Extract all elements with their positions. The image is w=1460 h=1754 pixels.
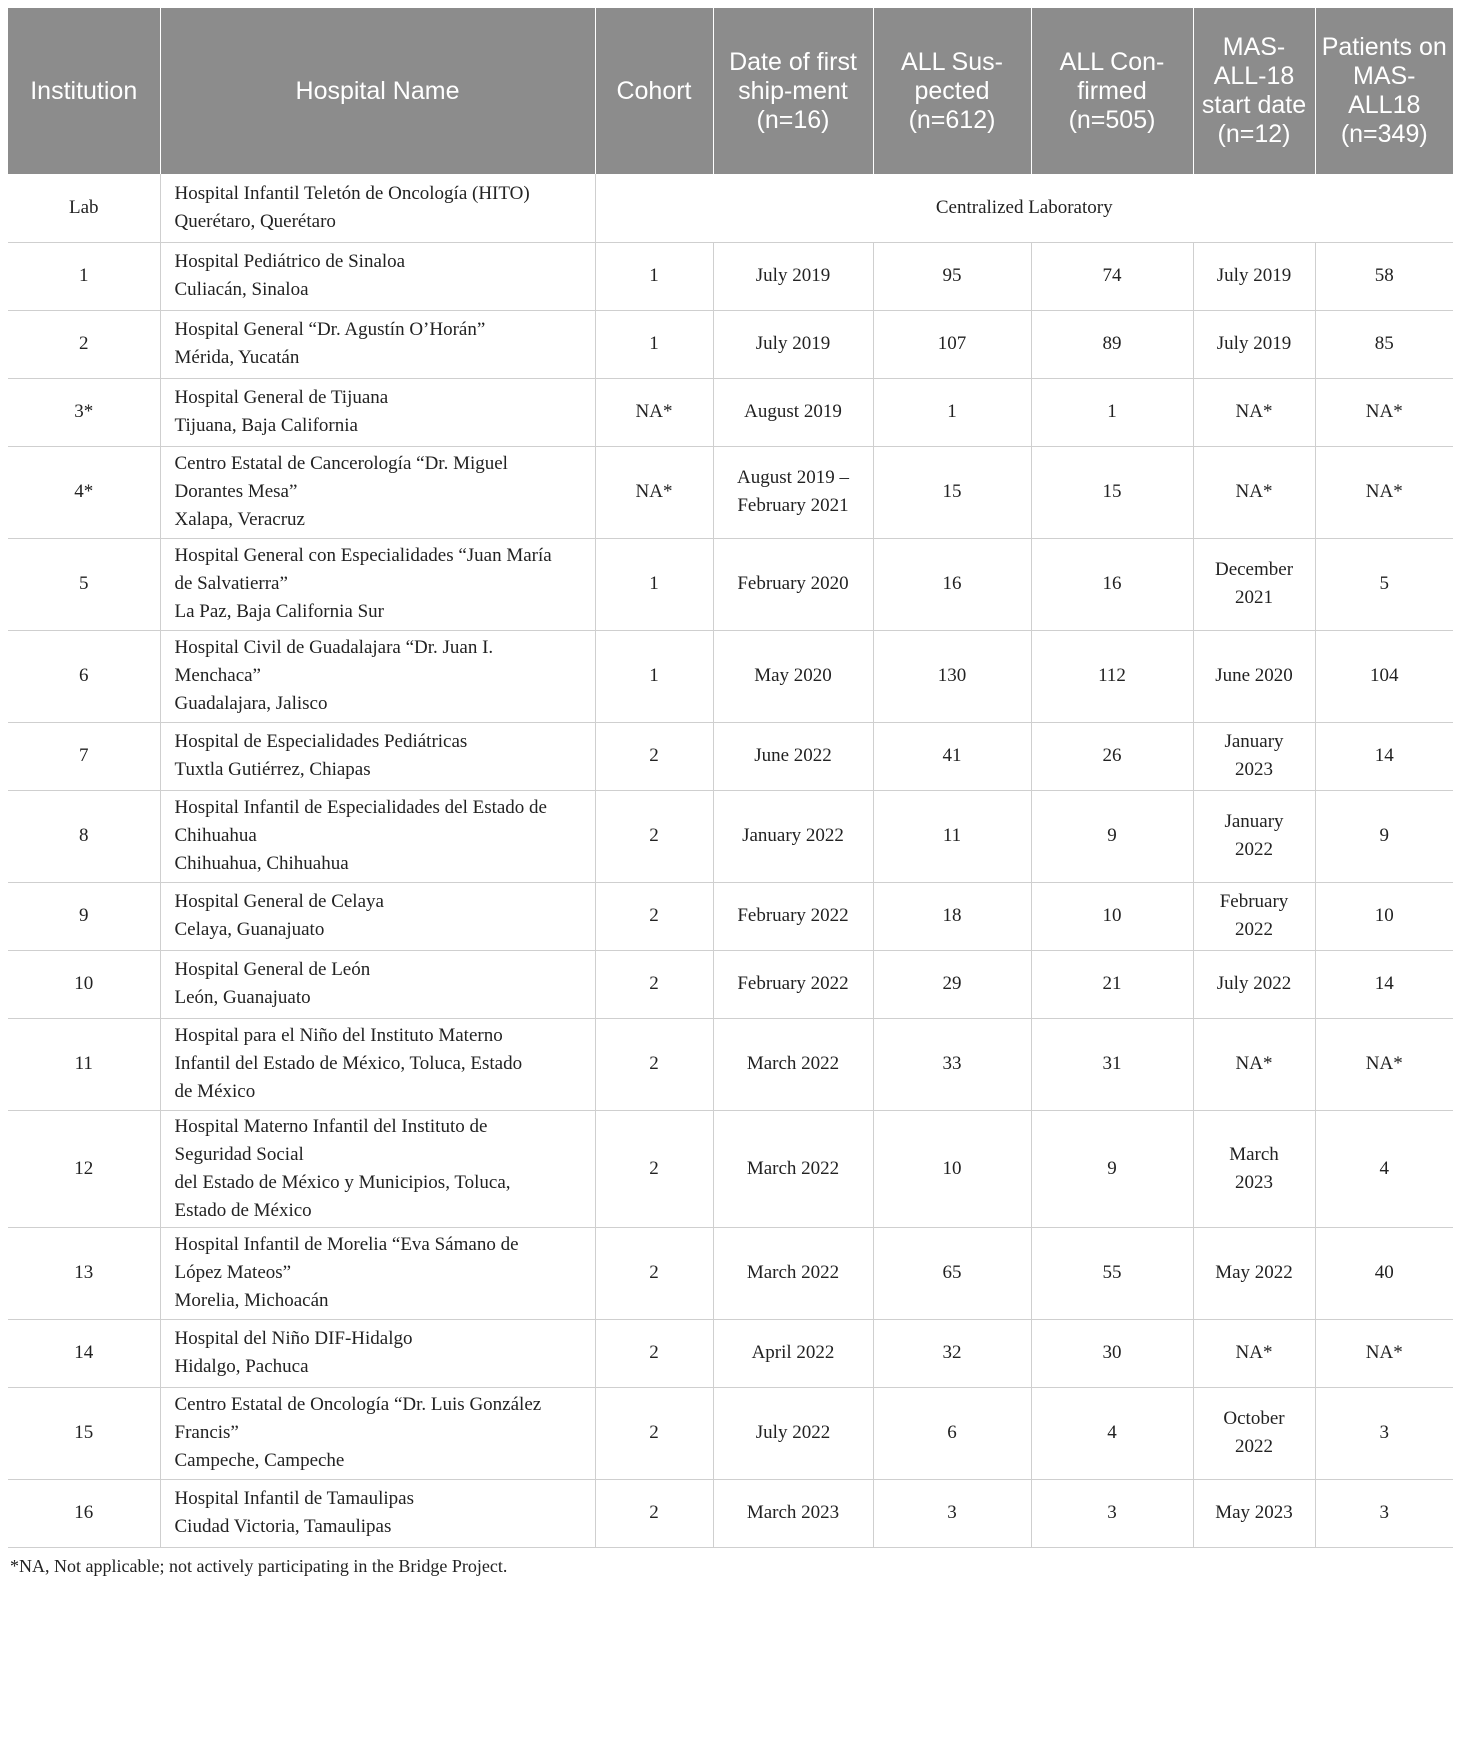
cell-all-confirmed: 55 — [1031, 1227, 1193, 1319]
cell-patients-mas-all: 4 — [1315, 1110, 1453, 1227]
cell-patients-mas-all: NA* — [1315, 1018, 1453, 1110]
cell-hospital-name: Hospital General de León León, Guanajuato — [160, 950, 595, 1018]
cell-hospital-name: Hospital General de Celaya Celaya, Guanajuato — [160, 882, 595, 950]
cell-institution: 3* — [8, 378, 160, 446]
table-row — [8, 790, 1453, 882]
table-row — [8, 950, 1453, 1018]
table-row — [8, 310, 1453, 378]
cell-all-confirmed: 1 — [1031, 378, 1193, 446]
cell-first-shipment: January 2022 — [713, 790, 873, 882]
cell-patients-mas-all: 5 — [1315, 538, 1453, 630]
cell-hospital-name: Hospital Materno Infantil del Instituto de Seguridad Social del Estado de México y Municipios, Toluca, Estado de México — [160, 1110, 595, 1227]
table-body — [8, 174, 1453, 1547]
lab-note: Centralized Laboratory — [595, 174, 1453, 242]
cell-all-confirmed: 9 — [1031, 1110, 1193, 1227]
cell-mas-all-start: NA* — [1193, 1018, 1315, 1110]
cell-first-shipment: August 2019 – February 2021 — [713, 446, 873, 538]
cell-all-confirmed: 15 — [1031, 446, 1193, 538]
header-mas-all-start: MAS-ALL-18 start date (n=12) — [1193, 8, 1315, 174]
cell-all-confirmed: 3 — [1031, 1479, 1193, 1547]
cell-first-shipment: May 2020 — [713, 630, 873, 722]
cell-cohort: 2 — [595, 1319, 713, 1387]
cell-hospital-name: Hospital Civil de Guadalajara “Dr. Juan I. Menchaca” Guadalajara, Jalisco — [160, 630, 595, 722]
cell-patients-mas-all: 58 — [1315, 242, 1453, 310]
table-row — [8, 1110, 1453, 1227]
cell-institution: 13 — [8, 1227, 160, 1319]
cell-all-suspected: 11 — [873, 790, 1031, 882]
table-container — [8, 8, 1453, 1577]
cell-hospital-name: Hospital para el Niño del Instituto Materno Infantil del Estado de México, Toluca, Estado de México — [160, 1018, 595, 1110]
cell-cohort: NA* — [595, 378, 713, 446]
cell-all-suspected: 18 — [873, 882, 1031, 950]
cell-institution: 9 — [8, 882, 160, 950]
table-row — [8, 722, 1453, 790]
cell-first-shipment: February 2022 — [713, 882, 873, 950]
table-row — [8, 882, 1453, 950]
table-row — [8, 1479, 1453, 1547]
cell-first-shipment: April 2022 — [713, 1319, 873, 1387]
cell-all-suspected: 10 — [873, 1110, 1031, 1227]
cell-first-shipment: March 2023 — [713, 1479, 873, 1547]
cell-mas-all-start: May 2022 — [1193, 1227, 1315, 1319]
cell-patients-mas-all: 10 — [1315, 882, 1453, 950]
header-hospital-name: Hospital Name — [160, 8, 595, 174]
cell-first-shipment: July 2019 — [713, 242, 873, 310]
cell-hospital-name: Hospital de Especialidades Pediátricas Tuxtla Gutiérrez, Chiapas — [160, 722, 595, 790]
cell-hospital-name: Hospital General de Tijuana Tijuana, Baja California — [160, 378, 595, 446]
cell-mas-all-start: NA* — [1193, 446, 1315, 538]
cell-hospital-name: Centro Estatal de Oncología “Dr. Luis González Francis” Campeche, Campeche — [160, 1387, 595, 1479]
cell-cohort: 2 — [595, 1479, 713, 1547]
cell-all-confirmed: 74 — [1031, 242, 1193, 310]
cell-institution: 5 — [8, 538, 160, 630]
table-row — [8, 1387, 1453, 1479]
header-first-shipment: Date of first ship-ment (n=16) — [713, 8, 873, 174]
cell-patients-mas-all: 40 — [1315, 1227, 1453, 1319]
cell-all-confirmed: 4 — [1031, 1387, 1193, 1479]
lab-hospital-name: Hospital Infantil Teletón de Oncología (HITO) Querétaro, Querétaro — [160, 174, 595, 242]
cell-cohort: 2 — [595, 790, 713, 882]
table-header — [8, 8, 1453, 174]
cell-institution: 6 — [8, 630, 160, 722]
table-row-lab — [8, 174, 1453, 242]
cell-cohort: 2 — [595, 1110, 713, 1227]
cell-all-suspected: 32 — [873, 1319, 1031, 1387]
cell-mas-all-start: March 2023 — [1193, 1110, 1315, 1227]
cell-institution: 8 — [8, 790, 160, 882]
cell-mas-all-start: May 2023 — [1193, 1479, 1315, 1547]
cell-mas-all-start: NA* — [1193, 1319, 1315, 1387]
cell-first-shipment: July 2019 — [713, 310, 873, 378]
cell-all-confirmed: 30 — [1031, 1319, 1193, 1387]
cell-all-suspected: 95 — [873, 242, 1031, 310]
cell-institution: 1 — [8, 242, 160, 310]
cell-cohort: 1 — [595, 242, 713, 310]
cell-all-confirmed: 16 — [1031, 538, 1193, 630]
cell-mas-all-start: January 2023 — [1193, 722, 1315, 790]
cell-institution: 12 — [8, 1110, 160, 1227]
cell-cohort: 2 — [595, 1387, 713, 1479]
cell-institution: 10 — [8, 950, 160, 1018]
cell-all-suspected: 6 — [873, 1387, 1031, 1479]
cell-cohort: NA* — [595, 446, 713, 538]
cell-all-confirmed: 10 — [1031, 882, 1193, 950]
cell-first-shipment: March 2022 — [713, 1227, 873, 1319]
table-row — [8, 630, 1453, 722]
cell-cohort: 2 — [595, 882, 713, 950]
cell-all-confirmed: 31 — [1031, 1018, 1193, 1110]
cell-first-shipment: July 2022 — [713, 1387, 873, 1479]
cell-institution: 4* — [8, 446, 160, 538]
cell-hospital-name: Hospital Pediátrico de Sinaloa Culiacán, Sinaloa — [160, 242, 595, 310]
header-all-suspected: ALL Sus-pected (n=612) — [873, 8, 1031, 174]
cell-first-shipment: March 2022 — [713, 1018, 873, 1110]
header-institution: Institution — [8, 8, 160, 174]
header-all-confirmed: ALL Con-firmed (n=505) — [1031, 8, 1193, 174]
cell-mas-all-start: June 2020 — [1193, 630, 1315, 722]
cell-patients-mas-all: 3 — [1315, 1387, 1453, 1479]
cell-mas-all-start: January 2022 — [1193, 790, 1315, 882]
header-cohort: Cohort — [595, 8, 713, 174]
cell-patients-mas-all: 104 — [1315, 630, 1453, 722]
cell-mas-all-start: NA* — [1193, 378, 1315, 446]
table-row — [8, 1227, 1453, 1319]
cell-hospital-name: Hospital Infantil de Tamaulipas Ciudad Victoria, Tamaulipas — [160, 1479, 595, 1547]
cell-all-confirmed: 21 — [1031, 950, 1193, 1018]
cell-all-suspected: 107 — [873, 310, 1031, 378]
cell-all-suspected: 16 — [873, 538, 1031, 630]
table-footnote: *NA, Not applicable; not actively participating in the Bridge Project. — [10, 1555, 508, 1576]
cell-all-suspected: 1 — [873, 378, 1031, 446]
institutions-table — [8, 8, 1453, 1548]
cell-patients-mas-all: 9 — [1315, 790, 1453, 882]
cell-mas-all-start: July 2022 — [1193, 950, 1315, 1018]
cell-patients-mas-all: 14 — [1315, 722, 1453, 790]
cell-mas-all-start: December 2021 — [1193, 538, 1315, 630]
cell-all-suspected: 41 — [873, 722, 1031, 790]
cell-first-shipment: June 2022 — [713, 722, 873, 790]
cell-mas-all-start: July 2019 — [1193, 310, 1315, 378]
cell-all-confirmed: 89 — [1031, 310, 1193, 378]
cell-hospital-name: Hospital Infantil de Especialidades del Estado de Chihuahua Chihuahua, Chihuahua — [160, 790, 595, 882]
cell-patients-mas-all: 85 — [1315, 310, 1453, 378]
cell-institution: 16 — [8, 1479, 160, 1547]
cell-first-shipment: March 2022 — [713, 1110, 873, 1227]
table-row — [8, 378, 1453, 446]
table-row — [8, 538, 1453, 630]
cell-institution: 11 — [8, 1018, 160, 1110]
cell-first-shipment: August 2019 — [713, 378, 873, 446]
table-row — [8, 1018, 1453, 1110]
cell-institution: 7 — [8, 722, 160, 790]
cell-patients-mas-all: 14 — [1315, 950, 1453, 1018]
cell-patients-mas-all: NA* — [1315, 378, 1453, 446]
cell-first-shipment: February 2020 — [713, 538, 873, 630]
cell-patients-mas-all: 3 — [1315, 1479, 1453, 1547]
cell-cohort: 2 — [595, 722, 713, 790]
cell-mas-all-start: October 2022 — [1193, 1387, 1315, 1479]
header-patients-mas-all: Patients on MAS-ALL18 (n=349) — [1315, 8, 1453, 174]
cell-all-suspected: 29 — [873, 950, 1031, 1018]
table-row — [8, 1319, 1453, 1387]
cell-patients-mas-all: NA* — [1315, 1319, 1453, 1387]
cell-hospital-name: Hospital General con Especialidades “Juan María de Salvatierra” La Paz, Baja California Sur — [160, 538, 595, 630]
cell-all-confirmed: 26 — [1031, 722, 1193, 790]
cell-all-confirmed: 9 — [1031, 790, 1193, 882]
cell-cohort: 2 — [595, 950, 713, 1018]
cell-institution: 14 — [8, 1319, 160, 1387]
table-row — [8, 446, 1453, 538]
cell-all-suspected: 130 — [873, 630, 1031, 722]
cell-cohort: 1 — [595, 538, 713, 630]
lab-institution: Lab — [8, 174, 160, 242]
cell-cohort: 1 — [595, 310, 713, 378]
cell-all-suspected: 33 — [873, 1018, 1031, 1110]
cell-all-suspected: 3 — [873, 1479, 1031, 1547]
cell-all-confirmed: 112 — [1031, 630, 1193, 722]
cell-institution: 2 — [8, 310, 160, 378]
cell-mas-all-start: July 2019 — [1193, 242, 1315, 310]
cell-mas-all-start: February 2022 — [1193, 882, 1315, 950]
cell-cohort: 1 — [595, 630, 713, 722]
cell-hospital-name: Hospital General “Dr. Agustín O’Horán” Mérida, Yucatán — [160, 310, 595, 378]
cell-cohort: 2 — [595, 1018, 713, 1110]
cell-cohort: 2 — [595, 1227, 713, 1319]
table-row — [8, 242, 1453, 310]
cell-patients-mas-all: NA* — [1315, 446, 1453, 538]
cell-hospital-name: Hospital del Niño DIF-Hidalgo Hidalgo, Pachuca — [160, 1319, 595, 1387]
cell-all-suspected: 15 — [873, 446, 1031, 538]
cell-hospital-name: Centro Estatal de Cancerología “Dr. Miguel Dorantes Mesa” Xalapa, Veracruz — [160, 446, 595, 538]
cell-institution: 15 — [8, 1387, 160, 1479]
cell-all-suspected: 65 — [873, 1227, 1031, 1319]
cell-first-shipment: February 2022 — [713, 950, 873, 1018]
cell-hospital-name: Hospital Infantil de Morelia “Eva Sámano de López Mateos” Morelia, Michoacán — [160, 1227, 595, 1319]
